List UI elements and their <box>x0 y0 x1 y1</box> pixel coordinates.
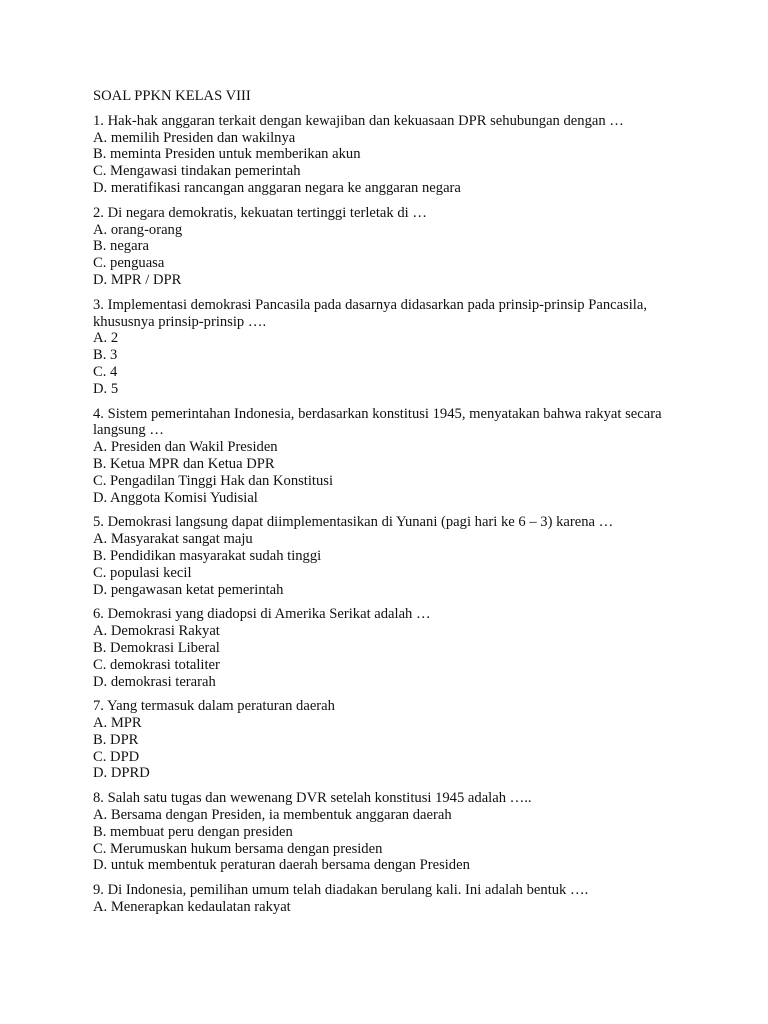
answer-option: C. Pengadilan Tinggi Hak dan Konstitusi <box>93 472 333 489</box>
question-6 <box>93 606 693 690</box>
question-8 <box>93 790 693 874</box>
question-text: 7. Yang termasuk dalam peraturan daerah <box>93 698 335 715</box>
answer-option: B. Pendidikan masyarakat sudah tinggi <box>93 547 322 564</box>
answer-option: A. Menerapkan kedaulatan rakyat <box>93 899 291 916</box>
answer-option: A. Masyarakat sangat maju <box>93 531 253 548</box>
answer-option: B. 3 <box>93 347 118 364</box>
answer-option: A. Bersama dengan Presiden, ia membentuk anggaran daerah <box>93 807 452 824</box>
question-text: 5. Demokrasi langsung dapat diimplementasikan di Yunani (pagi hari ke 6 – 3) karena … <box>93 514 614 531</box>
question-text: 4. Sistem pemerintahan Indonesia, berdasarkan konstitusi 1945, menyatakan bahwa rakyat secara langsung … <box>93 405 662 439</box>
answer-option: D. meratifikasi rancangan anggaran negara ke anggaran negara <box>93 179 461 196</box>
answer-option: C. penguasa <box>93 255 165 272</box>
document-title: SOAL PPKN KELAS VIII <box>93 88 251 104</box>
answer-option: B. Demokrasi Liberal <box>93 639 220 656</box>
answer-option: B. DPR <box>93 731 139 748</box>
question-text: 3. Implementasi demokrasi Pancasila pada dasarnya didasarkan pada prinsip-prinsip Pancasila, khususnya prinsip-prinsip …. <box>93 296 647 330</box>
answer-option: A. memilih Presiden dan wakilnya <box>93 129 296 146</box>
answer-option: D. 5 <box>93 380 119 397</box>
question-text: 6. Demokrasi yang diadopsi di Amerika Serikat adalah … <box>93 606 431 623</box>
question-text: 1. Hak-hak anggaran terkait dengan kewajiban dan kekuasaan DPR sehubungan dengan … <box>93 112 624 129</box>
answer-option: B. negara <box>93 238 149 255</box>
question-3 <box>93 297 693 398</box>
question-9 <box>93 882 693 916</box>
answer-option: D. Anggota Komisi Yudisial <box>93 489 258 506</box>
answer-option: C. Merumuskan hukum bersama dengan presiden <box>93 840 383 857</box>
question-7 <box>93 698 693 782</box>
question-text: 9. Di Indonesia, pemilihan umum telah diadakan berulang kali. Ini adalah bentuk …. <box>93 882 589 899</box>
answer-option: C. demokrasi totaliter <box>93 656 220 673</box>
answer-option: D. pengawasan ketat pemerintah <box>93 581 284 598</box>
question-4 <box>93 406 693 507</box>
answer-option: C. populasi kecil <box>93 564 192 581</box>
answer-option: C. DPD <box>93 748 140 765</box>
answer-option: B. membuat peru dengan presiden <box>93 823 293 840</box>
document-page <box>93 88 693 924</box>
question-text: 2. Di negara demokratis, kekuatan tertinggi terletak di … <box>93 204 427 221</box>
answer-option: C. 4 <box>93 363 118 380</box>
answer-option: C. Mengawasi tindakan pemerintah <box>93 163 301 180</box>
answer-option: B. meminta Presiden untuk memberikan akun <box>93 146 361 163</box>
question-5 <box>93 514 693 598</box>
answer-option: A. 2 <box>93 330 119 347</box>
answer-option: A. Demokrasi Rakyat <box>93 623 220 640</box>
question-text: 8. Salah satu tugas dan wewenang DVR setelah konstitusi 1945 adalah ….. <box>93 790 532 807</box>
answer-option: D. MPR / DPR <box>93 271 182 288</box>
answer-option: D. demokrasi terarah <box>93 673 216 690</box>
question-2 <box>93 205 693 289</box>
answer-option: D. DPRD <box>93 765 150 782</box>
answer-option: A. orang-orang <box>93 221 183 238</box>
question-1 <box>93 113 693 197</box>
answer-option: D. untuk membentuk peraturan daerah bersama dengan Presiden <box>93 857 470 874</box>
answer-option: B. Ketua MPR dan Ketua DPR <box>93 455 275 472</box>
answer-option: A. MPR <box>93 715 142 732</box>
answer-option: A. Presiden dan Wakil Presiden <box>93 439 278 456</box>
